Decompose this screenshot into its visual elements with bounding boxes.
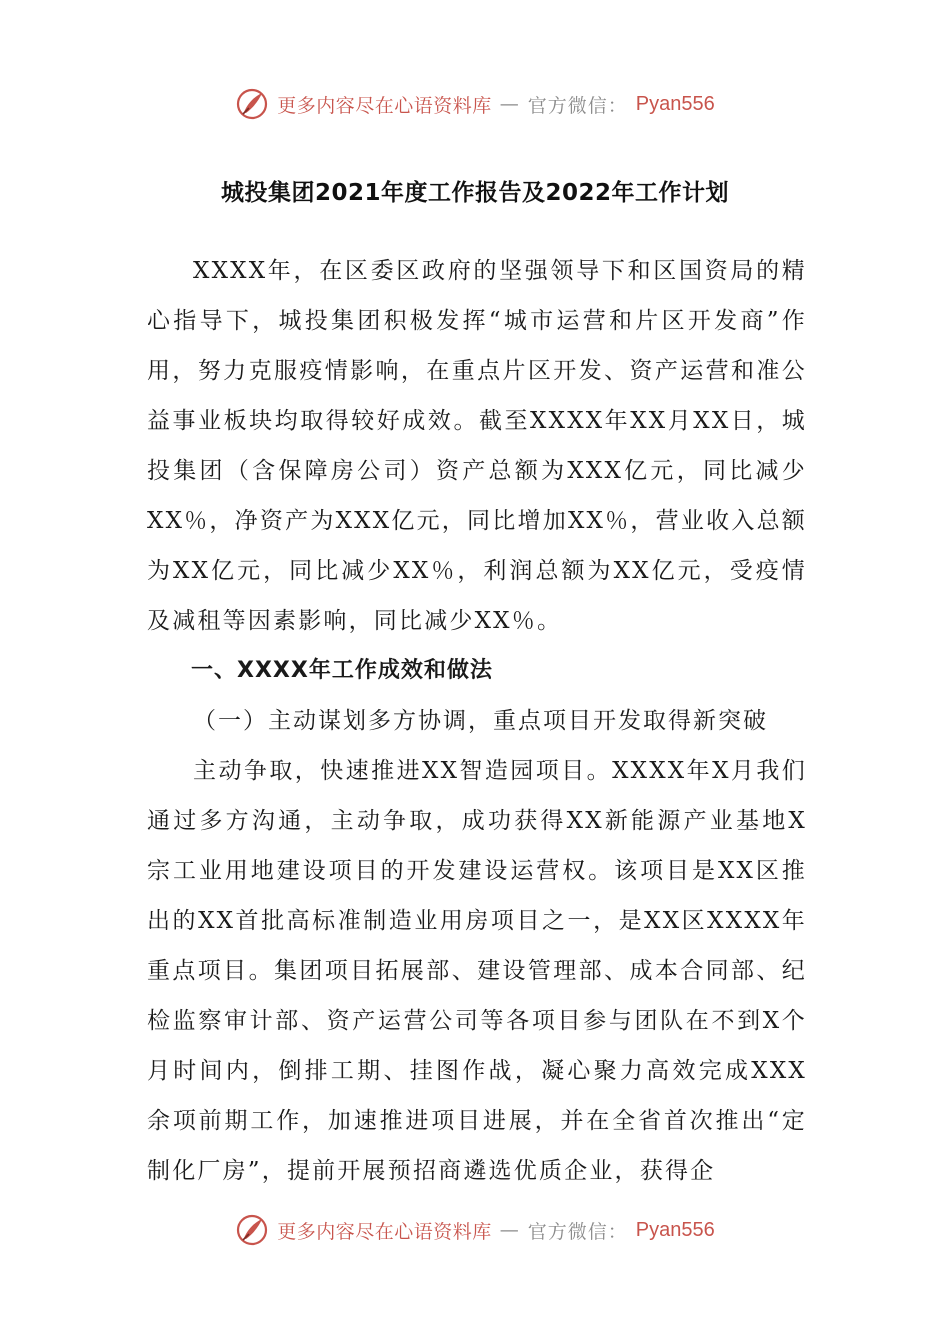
watermark-wechat-id: Pyan556 (635, 92, 715, 115)
intro-paragraph: XXXX年，在区委区政府的坚强领导下和区国资局的精心指导下，城投集团积极发挥“城市运营和片区开发商”作用，努力克服疫情影响，在重点片区开发、资产运营和准公益事业板块均取得较好成效。截至XXXX年XX月XX日，城投集团（含保障房公司）资产总额为XXX亿元，同比减少XX％，净资产为XXX亿元，同比增加XX％，营业收入总额为XX亿元，同比减少XX％，利润总额为XX亿元，受疫情及减租等因素影响，同比减少XX％。 (147, 258, 807, 634)
watermark-separator: — (499, 93, 520, 115)
watermark-brand: 更多内容尽在心语资料库 (277, 94, 492, 117)
document-body (147, 246, 807, 1196)
watermark-wechat-label: 官方微信： (527, 1220, 628, 1243)
subsection-heading: （一）主动谋划多方协调，重点项目开发取得新突破 (193, 708, 768, 734)
watermark-banner-top (0, 84, 950, 124)
watermark-wechat-label: 官方微信： (527, 94, 628, 117)
watermark-banner-bottom (0, 1210, 950, 1250)
watermark-wechat-id: Pyan556 (635, 1218, 715, 1241)
section-heading: 一、XXXX年工作成效和做法 (191, 658, 493, 683)
document-title: 城投集团2021年度工作报告及2022年工作计划 (220, 180, 730, 206)
watermark-separator: — (499, 1219, 520, 1241)
watermark-brand: 更多内容尽在心语资料库 (277, 1220, 492, 1243)
quill-seal-icon (235, 1213, 269, 1247)
body-paragraph: 主动争取，快速推进XX智造园项目。XXXX年X月我们通过多方沟通，主动争取，成功获得XX新能源产业基地X宗工业用地建设项目的开发建设运营权。该项目是XX区推出的XX首批高标准制造业用房项目之一，是XX区XXXX年重点项目。集团项目拓展部、建设管理部、成本合同部、纪检监察审计部、资产运营公司等各项目参与团队在不到X个月时间内，倒排工期、挂图作战，凝心聚力高效完成XXX余项前期工作，加速推进项目进展，并在全省首次推出“定制化厂房”，提前开展预招商遴选优质企业，获得企 (147, 758, 807, 1184)
quill-seal-icon (235, 87, 269, 121)
